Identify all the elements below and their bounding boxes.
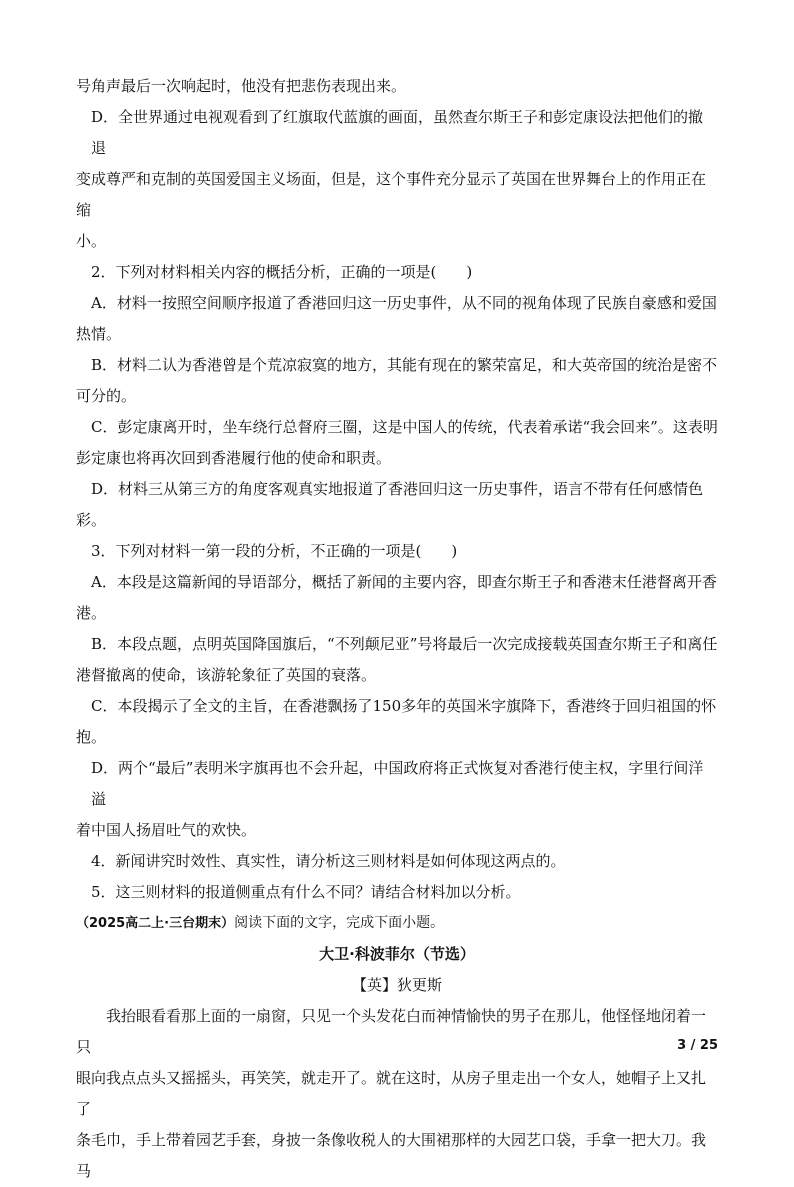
question-3: 3．下列对材料一第一段的分析，不正确的一项是( ) bbox=[91, 542, 458, 560]
option-a: A．本段是这篇新闻的导语部分，概括了新闻的主要内容，即查尔斯王子和香港末任港督离开香 bbox=[91, 573, 717, 591]
option-d: D．两个“最后”表明米字旗再也不会升起，中国政府将正式恢复对香港行使主权，字里行间洋溢 bbox=[91, 759, 704, 808]
option-b: B．材料二认为香港曾是个荒凉寂寞的地方，其能有现在的繁荣富足，和大英帝国的统治是密不 bbox=[91, 356, 718, 374]
source-text: 阅读下面的文字，完成下面小题。 bbox=[234, 915, 445, 931]
text-line: 着中国人扬眉吐气的欢快。 bbox=[76, 821, 257, 839]
option-b: B．本段点题，点明英国降国旗后，“不列颠尼亚”号将最后一次完成接载英国查尔斯王子和离任 bbox=[91, 635, 718, 653]
text-line: 热情。 bbox=[76, 325, 122, 343]
text-line: 号角声最后一次响起时，他没有把悲伤表现出来。 bbox=[76, 77, 407, 95]
text-line: 彭定康也将再次回到香港履行他的使命和职责。 bbox=[76, 449, 392, 467]
text-line: 可分的。 bbox=[76, 387, 137, 405]
text-line: 变成尊严和克制的英国爱国主义场面，但是，这个事件充分显示了英国在世界舞台上的作用正在缩 bbox=[76, 170, 707, 219]
article-title: 大卫·科波菲尔（节选） bbox=[319, 945, 475, 963]
option-a: A．材料一按照空间顺序报道了香港回归这一历史事件，从不同的视角体现了民族自豪感和爱国 bbox=[91, 294, 717, 312]
source-line bbox=[76, 908, 718, 939]
option-c: C．彭定康离开时，坐车绕行总督府三圈，这是中国人的传统，代表着承诺“我会回来”。这表明 bbox=[91, 418, 718, 436]
question-5: 5．这三则材料的报道侧重点有什么不同？请结合材料加以分析。 bbox=[91, 883, 521, 901]
text-line: 港。 bbox=[76, 604, 107, 622]
question-4: 4．新闻讲究时效性、真实性，请分析这三则材料是如何体现这两点的。 bbox=[91, 852, 566, 870]
option-c: C．本段揭示了全文的主旨，在香港飘扬了150多年的英国米字旗降下，香港终于回归祖国的怀 bbox=[91, 697, 717, 715]
article-author: 【英】狄更斯 bbox=[351, 976, 442, 994]
body-line: 我抬眼看看那上面的一扇窗，只见一个头发花白而神情愉快的男子在那儿，他怪怪地闭着一只 bbox=[76, 1007, 707, 1056]
body-line: 眼向我点点头又摇摇头，再笑笑，就走开了。就在这时，从房子里走出一个女人，她帽子上又扎了 bbox=[76, 1069, 707, 1118]
text-line: 港督撤离的使命，该游轮象征了英国的衰落。 bbox=[76, 666, 377, 684]
text-line: 彩。 bbox=[76, 511, 107, 529]
body-line: 条毛巾，手上带着园艺手套，身披一条像收税人的大围裙那样的大园艺口袋，手拿一把大刀。我马 bbox=[76, 1131, 707, 1180]
option-d: D．材料三从第三方的角度客观真实地报道了香港回归这一历史事件，语言不带有任何感情色 bbox=[91, 480, 704, 498]
text-line: 抱。 bbox=[76, 728, 107, 746]
page-number: 3 / 25 bbox=[677, 1038, 718, 1053]
question-2: 2．下列对材料相关内容的概括分析，正确的一项是( ) bbox=[91, 263, 473, 281]
text-line: 小。 bbox=[76, 232, 107, 250]
option-d: D．全世界通过电视观看到了红旗取代蓝旗的画面，虽然查尔斯王子和彭定康设法把他们的撤退 bbox=[91, 108, 704, 157]
source-tag: （2025高二上·三台期末） bbox=[76, 916, 235, 931]
